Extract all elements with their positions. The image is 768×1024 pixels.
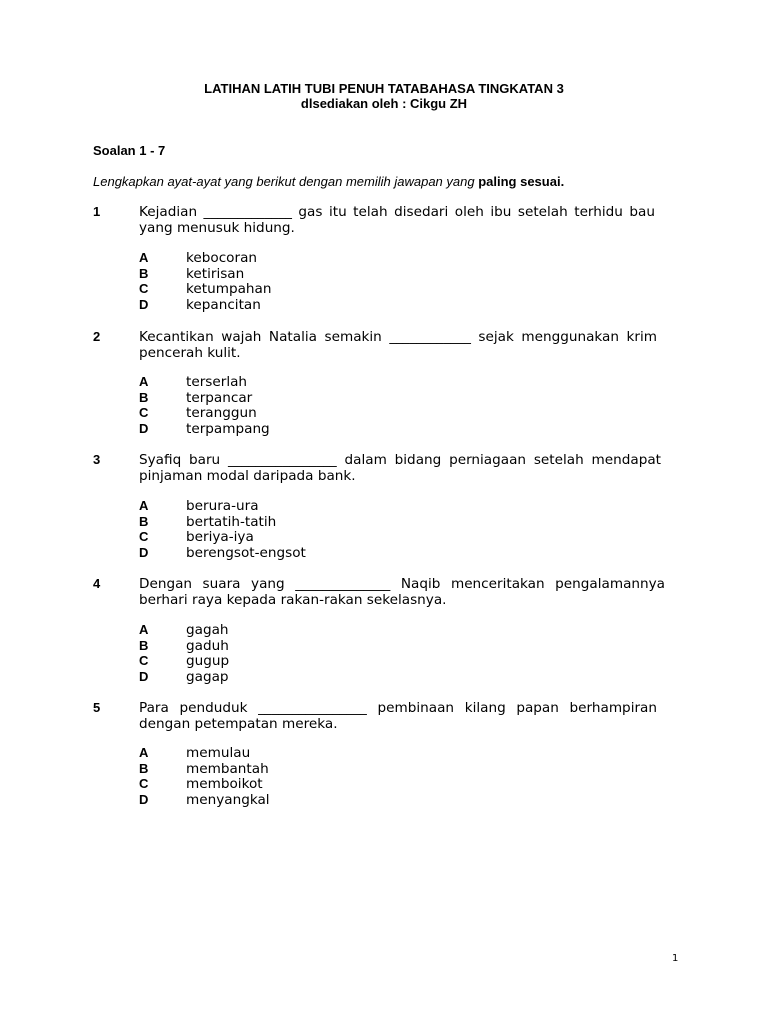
option-a [0, 622, 400, 638]
option-text: beriya-iya [186, 529, 254, 545]
option-text: terpancar [186, 389, 253, 406]
question-text: Para penduduk ________________ pembinaan kilang papan berhampiran dengan petempatan mereka. [139, 700, 657, 732]
instruction [93, 174, 564, 189]
option-letter: A [139, 498, 149, 513]
option-d [0, 545, 400, 561]
option-text: terpampang [186, 420, 270, 437]
option-letter: C [139, 529, 149, 544]
option-text: menyangkal [186, 791, 270, 808]
option-letter: D [139, 544, 149, 560]
question-text: Dengan suara yang ______________ Naqib menceritakan pengalamannya berhari raya kepada rakan-rakan sekelasnya. [139, 576, 665, 608]
option-c [0, 653, 400, 669]
document-title: LATIHAN LATIH TUBI PENUH TATABAHASA TINGKATAN 3 [204, 81, 564, 96]
option-letter: D [139, 668, 149, 684]
option-b [0, 390, 400, 406]
question-text: Kejadian _____________ gas itu telah disedari oleh ibu setelah terhidu bau yang menusuk hidung. [139, 204, 655, 236]
option-letter: B [139, 760, 149, 776]
option-text: berengsot-engsot [186, 544, 306, 561]
option-text: ketirisan [186, 265, 245, 282]
option-text: kepancitan [186, 296, 261, 313]
option-a [0, 374, 400, 390]
option-d [0, 421, 400, 437]
option-letter: B [139, 637, 149, 653]
option-letter: D [139, 791, 149, 807]
option-c [0, 529, 400, 545]
option-letter: C [139, 653, 149, 668]
option-text: kebocoran [186, 250, 258, 266]
option-text: gaduh [186, 637, 229, 654]
option-letter: D [139, 296, 149, 312]
option-b [0, 638, 400, 654]
page-number: 1 [672, 953, 679, 964]
section-label: Soalan 1 - 7 [93, 143, 166, 158]
option-letter: D [139, 420, 149, 436]
option-d [0, 792, 400, 808]
option-letter: C [139, 776, 149, 791]
option-text: membantah [186, 760, 269, 777]
option-c [0, 776, 400, 792]
option-text: berura-ura [186, 498, 259, 514]
instruction-text: Lengkapkan ayat-ayat yang berikut dengan memilih jawapan yang [93, 174, 479, 189]
option-text: memboikot [186, 776, 263, 792]
option-a [0, 498, 400, 514]
option-letter: A [139, 250, 149, 265]
option-letter: C [139, 281, 149, 296]
question-text: Syafiq baru ________________ dalam bidang perniagaan setelah mendapat pinjaman modal daripada bank. [139, 452, 661, 484]
question-number: 1 [93, 204, 101, 219]
option-b [0, 266, 400, 282]
option-a [0, 745, 400, 761]
option-letter: A [139, 374, 149, 389]
option-letter: A [139, 622, 149, 637]
option-a [0, 250, 400, 266]
option-letter: A [139, 745, 149, 760]
question-text: Kecantikan wajah Natalia semakin ____________ sejak menggunakan krim pencerah kulit. [139, 329, 657, 361]
option-b [0, 761, 400, 777]
option-d [0, 297, 400, 313]
question-number: 3 [93, 452, 101, 467]
question-number: 5 [93, 700, 101, 715]
instruction-emphasis: paling sesuai. [478, 174, 565, 189]
option-text: gugup [186, 653, 230, 669]
option-text: ketumpahan [186, 281, 272, 297]
option-text: bertatih-tatih [186, 513, 277, 530]
option-text: gagap [186, 668, 229, 685]
option-b [0, 514, 400, 530]
option-letter: C [139, 405, 149, 420]
option-text: gagah [186, 622, 229, 638]
option-c [0, 405, 400, 421]
option-letter: B [139, 389, 149, 405]
question-number: 2 [93, 329, 101, 344]
document-author: dlsediakan oleh : Cikgu ZH [300, 96, 468, 111]
option-d [0, 669, 400, 685]
question-number: 4 [93, 576, 101, 591]
option-text: terserlah [186, 374, 248, 390]
option-c [0, 281, 400, 297]
option-letter: B [139, 513, 149, 529]
option-letter: B [139, 265, 149, 281]
option-text: memulau [186, 745, 251, 761]
option-text: teranggun [186, 405, 257, 421]
